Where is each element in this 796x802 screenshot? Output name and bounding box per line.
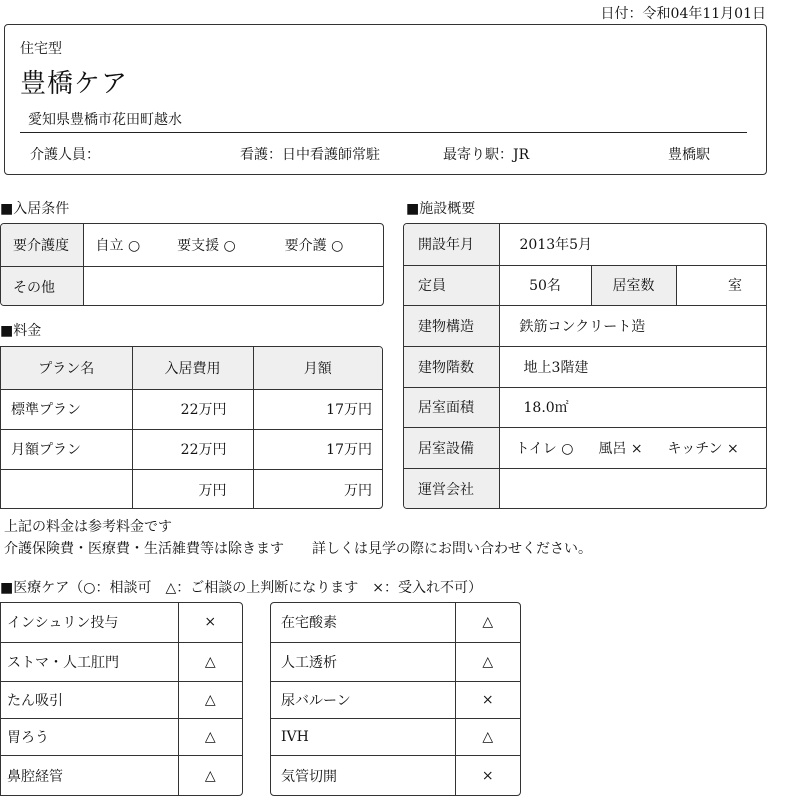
medical-title: ■医療ケア（○：相談可 △：ご相談の上判断になります ×：受入れ不可）	[0, 580, 482, 596]
medical-mark: △	[455, 603, 520, 642]
equipment-values	[499, 427, 766, 468]
medical-mark: △	[178, 718, 242, 755]
equipment-toilet: トイレ ○	[515, 440, 574, 457]
medical-mark: ×	[455, 681, 520, 718]
table-row	[1, 718, 242, 755]
other-label: その他	[1, 266, 83, 306]
equipment-kitchen: キッチン ×	[667, 440, 739, 457]
table-row	[271, 755, 520, 796]
medical-table-left	[0, 602, 243, 796]
plan-monthly-fee: 17万円	[253, 389, 382, 429]
medical-mark: △	[178, 681, 242, 718]
medical-mark: △	[455, 642, 520, 681]
medical-item: 鼻腔経管	[1, 755, 178, 796]
equipment-bath: 風呂 ×	[598, 440, 643, 457]
medical-item: 尿バルーン	[271, 681, 455, 718]
structure-value: 鉄筋コンクリート造	[499, 305, 766, 346]
overview-table	[403, 223, 767, 509]
table-row	[271, 681, 520, 718]
conditions-table	[0, 223, 384, 306]
table-row	[271, 718, 520, 755]
facility-name: 豊橋ケア	[20, 69, 129, 99]
header-divider	[20, 132, 747, 133]
issue-date: 日付：令和04年11月01日	[600, 6, 766, 22]
facility-address: 愛知県豊橋市花田町越水	[28, 112, 182, 128]
table-row	[1, 603, 242, 642]
other-value	[83, 266, 383, 306]
conditions-title: ■入居条件	[0, 201, 70, 217]
fees-title: ■料金	[0, 323, 42, 339]
care-option-independent: 自立 ○	[95, 237, 141, 254]
rooms-value: 室	[676, 265, 766, 305]
equipment-label: 居室設備	[404, 427, 499, 468]
opened-label: 開設年月	[404, 224, 499, 265]
medical-item: ストマ・人工肛門	[1, 642, 178, 681]
overview-title: ■施設概要	[406, 201, 476, 217]
care-option-support: 要支援 ○	[177, 237, 236, 254]
table-row	[1, 755, 242, 796]
medical-mark: △	[178, 755, 242, 796]
nearest-station: 豊橋駅	[668, 147, 710, 163]
nearest-station-label: 最寄り駅：JR	[443, 147, 530, 163]
fees-header-monthly: 月額	[253, 347, 382, 389]
table-row	[1, 681, 242, 718]
table-row	[1, 469, 382, 509]
care-level-label: 要介護度	[1, 224, 83, 266]
opened-value: 2013年5月	[499, 224, 766, 265]
table-row	[1, 642, 242, 681]
structure-label: 建物構造	[404, 305, 499, 346]
medical-mark: ×	[455, 755, 520, 796]
table-row	[1, 389, 382, 429]
plan-entry-fee: 22万円	[132, 429, 253, 469]
table-row	[271, 603, 520, 642]
fee-note-exclusions: 介護保険費・医療費・生活雑費等は除きます 詳しくは見学の際にお問い合わせください。	[4, 541, 592, 557]
plan-monthly-fee: 万円	[253, 469, 382, 509]
capacity-value: 50名	[499, 265, 591, 305]
medical-mark: △	[455, 718, 520, 755]
fees-header-entry: 入居費用	[132, 347, 253, 389]
plan-name: 標準プラン	[1, 389, 132, 429]
care-level-options	[83, 224, 383, 266]
area-label: 居室面積	[404, 387, 499, 427]
plan-name	[1, 469, 132, 509]
care-option-care: 要介護 ○	[284, 237, 344, 254]
medical-item: 人工透析	[271, 642, 455, 681]
floors-value: 地上3階建	[499, 346, 766, 387]
floors-label: 建物階数	[404, 346, 499, 387]
medical-item: 気管切開	[271, 755, 455, 796]
medical-mark: △	[178, 642, 242, 681]
medical-item: IVH	[271, 718, 455, 755]
fee-note-reference: 上記の料金は参考料金です	[4, 519, 172, 535]
caregivers-label: 介護人員：	[30, 147, 100, 163]
area-value: 18.0㎡	[499, 387, 766, 427]
operator-value	[499, 468, 766, 509]
table-row	[1, 429, 382, 469]
house-type: 住宅型	[20, 41, 62, 57]
medical-mark: ×	[178, 603, 242, 642]
medical-item: インシュリン投与	[1, 603, 178, 642]
plan-entry-fee: 万円	[132, 469, 253, 509]
plan-name: 月額プラン	[1, 429, 132, 469]
fees-header-plan: プラン名	[1, 347, 132, 389]
fees-table	[0, 346, 383, 509]
medical-item: たん吸引	[1, 681, 178, 718]
capacity-label: 定員	[404, 265, 499, 305]
table-row	[271, 642, 520, 681]
operator-label: 運営会社	[404, 468, 499, 509]
medical-table-right	[270, 602, 521, 796]
plan-entry-fee: 22万円	[132, 389, 253, 429]
nursing-info: 看護：日中看護師常駐	[240, 147, 380, 163]
plan-monthly-fee: 17万円	[253, 429, 382, 469]
medical-item: 在宅酸素	[271, 603, 455, 642]
medical-item: 胃ろう	[1, 718, 178, 755]
rooms-label: 居室数	[591, 265, 676, 305]
